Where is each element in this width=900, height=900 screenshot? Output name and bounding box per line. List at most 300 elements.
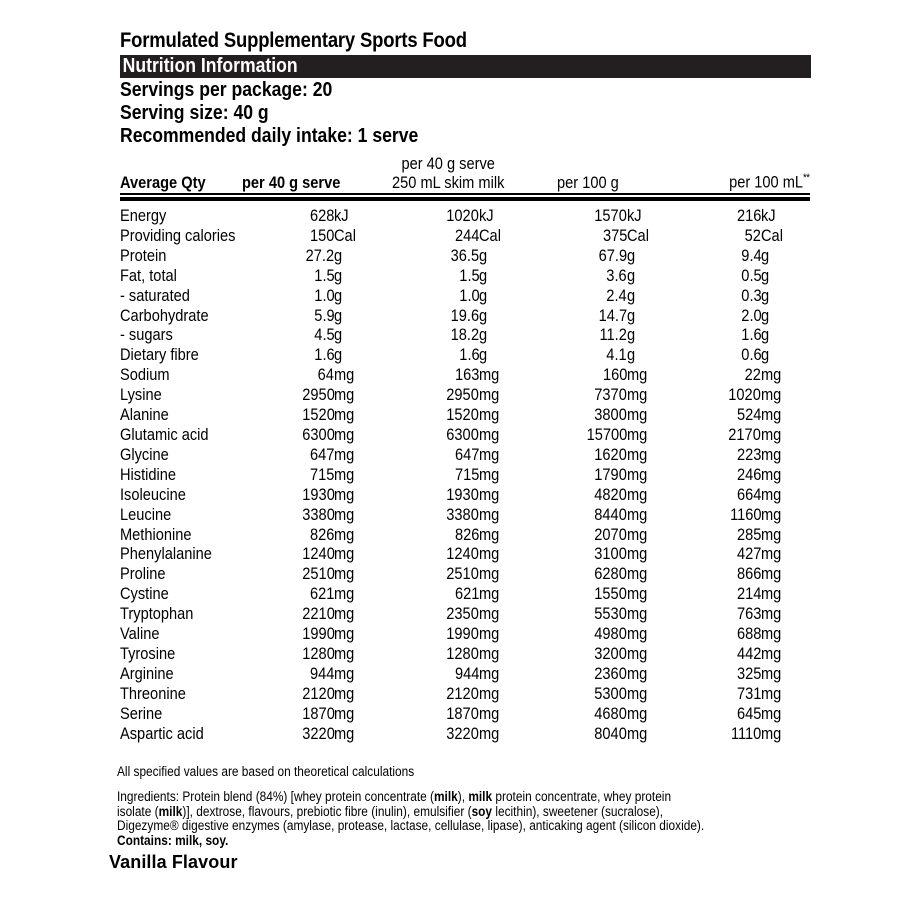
nutrient-unit-col1: g <box>334 325 343 345</box>
table-row <box>120 584 810 604</box>
column-header-per-40g-serve: per 40 g serve <box>242 173 341 192</box>
table-row <box>120 724 810 744</box>
nutrient-value-col1: 5.9 <box>314 305 335 325</box>
nutrient-unit-col3: mg <box>626 643 648 663</box>
nutrient-unit-col3: mg <box>626 524 648 544</box>
nutrient-value-col4: 0.3 <box>740 285 762 305</box>
nutrient-name: Histidine <box>120 464 177 484</box>
nutrient-value-col2: 1.5 <box>458 265 480 285</box>
nutrient-unit-col1: mg <box>334 385 355 405</box>
nutrient-unit-col4: mg <box>761 424 782 444</box>
nutrient-unit-col2: g <box>479 345 488 365</box>
nutrient-value-col4: 2170 <box>728 424 762 444</box>
nutrient-unit-col4: g <box>761 285 770 305</box>
nutrient-unit-col2: mg <box>479 604 500 624</box>
nutrient-value-col2: 1280 <box>446 643 480 663</box>
table-row <box>120 485 810 505</box>
table-row <box>120 405 810 425</box>
nutrient-unit-col1: mg <box>334 484 355 504</box>
nutrient-value-col1: 1.0 <box>314 285 335 305</box>
nutrient-unit-col4: mg <box>761 365 782 385</box>
nutrient-value-col2: 163 <box>454 365 480 385</box>
nutrient-value-col3: 6280 <box>594 564 627 584</box>
nutrient-unit-col4: mg <box>761 604 782 624</box>
theoretical-values-note-text: All specified values are based on theoretical calculations <box>117 764 415 779</box>
nutrient-name: Protein <box>120 245 167 265</box>
nutrient-value-col1: 1240 <box>301 544 335 564</box>
table-row <box>120 544 810 564</box>
flavour-label: Vanilla Flavour <box>109 852 238 872</box>
nutrient-name: Tryptophan <box>120 604 194 624</box>
allergen-milk: milk <box>158 803 183 819</box>
nutrient-value-col4: 442 <box>736 643 762 663</box>
nutrient-value-col2: 2950 <box>446 385 480 405</box>
nutrient-unit-col4: mg <box>761 484 782 504</box>
table-row <box>120 286 810 306</box>
nutrient-unit-col2: mg <box>479 385 500 405</box>
nutrient-value-col2: 826 <box>454 524 480 544</box>
nutrient-value-col4: 866 <box>736 564 762 584</box>
nutrient-name: Glutamic acid <box>120 424 209 444</box>
nutrient-name: Valine <box>120 624 160 644</box>
nutrient-unit-col4: g <box>761 245 770 265</box>
nutrient-value-col2: 2120 <box>446 683 480 703</box>
nutrient-unit-col4: g <box>761 345 770 365</box>
nutrient-unit-col3: g <box>626 305 636 325</box>
nutrient-value-col2: 715 <box>454 464 480 484</box>
nutrient-unit-col4: mg <box>761 663 782 683</box>
nutrient-unit-col1: mg <box>334 683 355 703</box>
nutrient-value-col3: 8440 <box>594 504 627 524</box>
nutrient-unit-col2: mg <box>479 584 500 604</box>
table-row <box>120 445 810 465</box>
column-header-per-100ml <box>730 169 810 192</box>
nutrient-unit-col4: mg <box>761 464 782 484</box>
nutrient-value-col4: 2.0 <box>740 305 762 325</box>
column-header-milk-line2: 250 mL skim milk <box>392 173 505 192</box>
nutrient-value-col2: 621 <box>454 584 480 604</box>
nutrient-unit-col1: mg <box>334 703 355 723</box>
nutrient-name: Providing calories <box>120 225 236 245</box>
nutrient-unit-col3: mg <box>626 385 648 405</box>
nutrient-value-col2: 3380 <box>446 504 480 524</box>
nutrition-table <box>120 206 810 743</box>
nutrient-value-col2: 1.6 <box>458 345 480 365</box>
nutrient-value-col3: 3200 <box>594 643 627 663</box>
nutrient-unit-col1: g <box>334 265 343 285</box>
nutrient-value-col2: 1020 <box>446 206 480 225</box>
nutrient-unit-col3: mg <box>626 464 648 484</box>
table-row <box>120 505 810 525</box>
nutrient-unit-col2: mg <box>479 424 500 444</box>
nutrient-value-col1: 2950 <box>301 385 335 405</box>
nutrient-value-col4: 524 <box>736 405 762 425</box>
table-row <box>120 246 810 266</box>
nutrient-unit-col2: mg <box>479 683 500 703</box>
nutrient-name: Threonine <box>120 683 186 703</box>
nutrient-unit-col2: g <box>479 325 488 345</box>
nutrient-value-col3: 2360 <box>594 663 627 683</box>
nutrient-unit-col2: mg <box>479 444 500 464</box>
nutrient-value-col2: 1.0 <box>458 285 480 305</box>
column-header-per-100ml-superscript: ** <box>803 172 810 185</box>
nutrient-unit-col3: mg <box>626 624 648 644</box>
nutrient-value-col4: 223 <box>736 444 762 464</box>
nutrient-value-col3: 2070 <box>594 524 627 544</box>
nutrient-unit-col4: mg <box>761 544 782 564</box>
recommended-daily-intake: Recommended daily intake: 1 serve <box>120 125 419 147</box>
nutrient-name: Arginine <box>120 663 174 683</box>
header-rule-thick <box>120 197 810 201</box>
nutrient-unit-col2: mg <box>479 504 500 524</box>
nutrient-unit-col4: mg <box>761 504 782 524</box>
nutrient-unit-col3: g <box>626 345 636 365</box>
nutrient-value-col4: 214 <box>736 584 762 604</box>
nutrient-unit-col3: mg <box>626 405 648 425</box>
nutrient-unit-col3: g <box>626 245 636 265</box>
nutrient-value-col4: 325 <box>736 663 762 683</box>
column-header-average-qty: Average Qty <box>120 173 206 192</box>
nutrient-unit-col2: mg <box>479 723 500 743</box>
nutrient-value-col2: 944 <box>454 663 480 683</box>
nutrient-unit-col1: mg <box>334 624 355 644</box>
label-header <box>120 28 810 148</box>
nutrient-value-col4: 1160 <box>729 504 762 524</box>
nutrient-name: Cystine <box>120 584 169 604</box>
nutrient-unit-col1: mg <box>334 564 355 584</box>
nutrient-value-col2: 6300 <box>446 424 480 444</box>
table-row <box>120 644 810 664</box>
nutrient-value-col3: 3.6 <box>606 265 627 285</box>
nutrient-unit-col4: mg <box>761 405 782 425</box>
nutrient-unit-col3: mg <box>626 504 648 524</box>
nutrient-unit-col3: Cal <box>626 225 649 245</box>
nutrition-information-title: Nutrition Information <box>122 55 298 77</box>
nutrient-value-col4: 22 <box>744 365 762 385</box>
allergen-milk: milk <box>468 789 493 804</box>
nutrient-name: - saturated <box>120 285 190 305</box>
nutrient-unit-col2: mg <box>479 464 500 484</box>
nutrient-name: - sugars <box>120 325 173 345</box>
nutrient-value-col2: 2510 <box>446 564 480 584</box>
table-row <box>120 226 810 246</box>
nutrient-value-col1: 150 <box>309 225 335 245</box>
nutrient-name: Fat, total <box>120 265 177 285</box>
nutrient-name: Phenylalanine <box>120 544 212 564</box>
nutrient-value-col3: 1620 <box>594 444 627 464</box>
nutrient-value-col3: 67.9 <box>598 245 627 265</box>
nutrient-unit-col1: mg <box>334 365 355 385</box>
nutrient-value-col1: 64 <box>318 365 335 385</box>
nutrient-unit-col2: mg <box>479 365 500 385</box>
contains-allergen-text: Contains: milk, soy. <box>117 833 229 848</box>
table-row <box>120 345 810 365</box>
nutrient-name: Tyrosine <box>120 643 176 663</box>
nutrient-unit-col4: g <box>761 325 770 345</box>
nutrient-value-col3: 375 <box>602 225 627 245</box>
nutrient-unit-col4: mg <box>761 643 782 663</box>
header-rule-thin <box>120 193 810 195</box>
nutrient-unit-col2: g <box>479 285 488 305</box>
nutrient-value-col1: 2510 <box>301 564 335 584</box>
nutrient-unit-col3: g <box>626 285 636 305</box>
table-row <box>120 425 810 445</box>
table-row <box>120 266 810 286</box>
nutrient-value-col2: 18.2 <box>450 325 480 345</box>
nutrient-unit-col4: Cal <box>761 225 784 245</box>
table-row <box>120 365 810 385</box>
nutrient-unit-col3: g <box>626 265 636 285</box>
table-row <box>120 465 810 485</box>
nutrient-unit-col3: mg <box>626 564 648 584</box>
nutrient-unit-col3: mg <box>626 663 648 683</box>
nutrient-value-col4: 246 <box>736 464 762 484</box>
nutrient-value-col4: 645 <box>736 703 762 723</box>
nutrient-value-col3: 14.7 <box>598 305 627 325</box>
nutrient-name: Serine <box>120 703 163 723</box>
nutrient-value-col4: 664 <box>736 484 762 504</box>
nutrient-value-col1: 944 <box>309 663 335 683</box>
nutrient-value-col3: 1550 <box>594 584 627 604</box>
nutrient-unit-col3: mg <box>626 604 648 624</box>
nutrient-value-col4: 285 <box>736 524 762 544</box>
nutrient-unit-col4: mg <box>761 584 782 604</box>
column-header-per-100ml-text: per 100 mL <box>729 173 804 192</box>
nutrient-value-col1: 628 <box>309 206 335 225</box>
nutrient-value-col2: 36.5 <box>450 245 480 265</box>
nutrient-unit-col4: g <box>761 265 770 285</box>
nutrient-unit-col2: mg <box>479 405 500 425</box>
nutrient-value-col4: 731 <box>736 683 762 703</box>
column-header-per-100g: per 100 g <box>557 173 619 192</box>
contains-allergen-statement <box>117 833 817 848</box>
nutrient-value-col3: 1790 <box>594 464 627 484</box>
nutrient-value-col1: 647 <box>309 444 335 464</box>
ingredients-line-2: isolate (milk)], dextrose, flavours, prebiotic fibre (inulin), emulsifier (soy lecithin), sweetener (sucralose), <box>117 803 664 819</box>
column-header-per-40g-serve-skim-milk <box>392 154 504 192</box>
nutrition-table-body <box>120 206 810 743</box>
nutrient-name: Isoleucine <box>120 484 186 504</box>
nutrient-value-col2: 3220 <box>446 723 480 743</box>
nutrient-value-col2: 19.6 <box>450 305 480 325</box>
nutrient-name: Aspartic acid <box>120 723 204 743</box>
allergen-soy: soy <box>471 803 493 819</box>
serving-size: Serving size: 40 g <box>120 102 269 124</box>
nutrient-unit-col2: g <box>479 305 488 325</box>
nutrient-name: Methionine <box>120 524 192 544</box>
nutrient-unit-col1: g <box>334 345 343 365</box>
nutrient-unit-col1: mg <box>334 584 355 604</box>
nutrient-unit-col3: mg <box>626 424 648 444</box>
nutrient-unit-col4: mg <box>761 385 782 405</box>
nutrient-unit-col1: mg <box>334 405 355 425</box>
nutrient-unit-col2: kJ <box>479 206 494 225</box>
nutrient-value-col4: 1.6 <box>740 325 762 345</box>
nutrient-value-col1: 1.6 <box>314 345 335 365</box>
nutrient-value-col4: 1110 <box>730 723 762 743</box>
nutrient-value-col3: 5530 <box>594 604 627 624</box>
nutrient-unit-col4: mg <box>761 723 782 743</box>
nutrient-unit-col1: mg <box>334 464 355 484</box>
nutrient-unit-col3: mg <box>626 723 648 743</box>
nutrient-value-col1: 3380 <box>301 504 335 524</box>
nutrient-value-col3: 7370 <box>594 385 627 405</box>
nutrient-unit-col1: mg <box>334 504 355 524</box>
nutrient-unit-col4: kJ <box>761 206 776 225</box>
nutrient-unit-col1: mg <box>334 604 355 624</box>
nutrient-value-col1: 715 <box>309 464 335 484</box>
nutrient-unit-col1: mg <box>334 663 355 683</box>
table-row <box>120 664 810 684</box>
nutrient-unit-col4: mg <box>761 564 782 584</box>
nutrient-unit-col1: Cal <box>334 225 357 245</box>
nutrient-name: Glycine <box>120 444 169 464</box>
nutrient-unit-col4: mg <box>761 624 782 644</box>
nutrient-unit-col3: mg <box>626 365 648 385</box>
nutrient-value-col1: 1.5 <box>314 265 335 285</box>
nutrient-name: Proline <box>120 564 166 584</box>
nutrient-value-col1: 3220 <box>301 723 335 743</box>
nutrient-value-col2: 2350 <box>446 604 480 624</box>
nutrient-unit-col1: mg <box>334 444 355 464</box>
nutrient-unit-col1: mg <box>334 723 355 743</box>
nutrient-value-col1: 1280 <box>301 643 335 663</box>
nutrient-value-col1: 1930 <box>301 484 335 504</box>
nutrient-unit-col3: mg <box>626 544 648 564</box>
nutrient-unit-col2: mg <box>479 624 500 644</box>
table-row <box>120 624 810 644</box>
nutrient-value-col1: 826 <box>309 524 335 544</box>
nutrient-unit-col1: g <box>334 305 343 325</box>
nutrient-unit-col1: mg <box>334 544 355 564</box>
nutrient-name: Dietary fibre <box>120 345 199 365</box>
nutrient-unit-col1: kJ <box>334 206 349 225</box>
servings-per-package: Servings per package: 20 <box>120 79 333 101</box>
nutrient-value-col3: 3100 <box>594 544 627 564</box>
nutrient-value-col1: 27.2 <box>305 245 335 265</box>
column-header-milk-line1: per 40 g serve <box>401 154 495 173</box>
nutrient-value-col4: 216 <box>736 206 762 225</box>
nutrient-value-col4: 763 <box>736 604 762 624</box>
nutrient-unit-col4: mg <box>761 524 782 544</box>
nutrient-unit-col3: mg <box>626 484 648 504</box>
nutrient-value-col4: 0.5 <box>740 265 762 285</box>
nutrient-value-col2: 1520 <box>446 405 480 425</box>
nutrition-information-bar <box>120 55 811 78</box>
nutrient-name: Carbohydrate <box>120 305 209 325</box>
nutrient-value-col3: 2.4 <box>606 285 627 305</box>
nutrient-value-col4: 427 <box>736 544 762 564</box>
nutrient-value-col4: 1020 <box>728 385 762 405</box>
nutrient-unit-col2: Cal <box>479 225 502 245</box>
nutrient-unit-col3: kJ <box>626 206 642 225</box>
table-row <box>120 525 810 545</box>
nutrient-unit-col1: g <box>334 245 343 265</box>
nutrient-value-col4: 9.4 <box>740 245 762 265</box>
nutrient-unit-col2: mg <box>479 703 500 723</box>
table-row <box>120 306 810 326</box>
nutrient-unit-col2: mg <box>479 544 500 564</box>
nutrient-value-col3: 4.1 <box>606 345 627 365</box>
nutrient-unit-col1: mg <box>334 524 355 544</box>
nutrient-value-col1: 2210 <box>301 604 335 624</box>
nutrient-value-col1: 2120 <box>301 683 335 703</box>
nutrient-value-col4: 688 <box>736 624 762 644</box>
nutrient-unit-col3: mg <box>626 703 648 723</box>
product-category-title: Formulated Supplementary Sports Food <box>120 29 467 52</box>
nutrient-name: Lysine <box>120 385 162 405</box>
nutrient-value-col2: 1930 <box>446 484 480 504</box>
nutrient-value-col3: 1570 <box>594 206 627 225</box>
nutrient-name: Leucine <box>120 504 172 524</box>
table-column-headers <box>120 150 810 192</box>
nutrient-value-col1: 6300 <box>301 424 335 444</box>
nutrient-name: Sodium <box>120 365 170 385</box>
nutrient-unit-col2: g <box>479 245 488 265</box>
nutrient-unit-col4: mg <box>761 444 782 464</box>
nutrient-unit-col1: g <box>334 285 343 305</box>
nutrient-value-col2: 1240 <box>446 544 480 564</box>
nutrient-unit-col2: g <box>479 265 488 285</box>
table-row <box>120 684 810 704</box>
nutrient-value-col2: 244 <box>454 225 480 245</box>
nutrient-value-col2: 1990 <box>446 624 480 644</box>
nutrient-value-col3: 160 <box>602 365 627 385</box>
ingredients-statement <box>117 790 817 834</box>
nutrient-unit-col3: g <box>626 325 636 345</box>
nutrient-unit-col2: mg <box>479 484 500 504</box>
nutrient-unit-col3: mg <box>626 444 648 464</box>
nutrient-value-col1: 621 <box>309 584 335 604</box>
table-row <box>120 206 810 226</box>
nutrient-unit-col4: mg <box>761 703 782 723</box>
nutrient-value-col3: 8040 <box>594 723 627 743</box>
nutrient-value-col1: 4.5 <box>314 325 335 345</box>
table-row <box>120 385 810 405</box>
nutrient-unit-col4: mg <box>761 683 782 703</box>
nutrient-value-col1: 1990 <box>301 624 335 644</box>
nutrient-value-col3: 3800 <box>594 405 627 425</box>
ingredients-line-3: Digezyme® digestive enzymes (amylase, protease, lactase, cellulase, lipase), anticaking agent (silicon dioxide). <box>117 818 705 834</box>
nutrient-value-col2: 647 <box>454 444 480 464</box>
allergen-milk: milk <box>433 789 458 804</box>
nutrient-value-col3: 5300 <box>594 683 627 703</box>
nutrient-unit-col2: mg <box>479 663 500 683</box>
ingredients-line-1: Ingredients: Protein blend (84%) [whey protein concentrate (milk), milk protein concentrate, whey protein <box>117 789 672 804</box>
nutrient-value-col4: 0.6 <box>740 345 762 365</box>
nutrient-name: Alanine <box>120 405 169 425</box>
table-row <box>120 704 810 724</box>
table-row <box>120 325 810 345</box>
nutrient-unit-col3: mg <box>626 683 648 703</box>
table-row <box>120 604 810 624</box>
nutrient-unit-col4: g <box>761 305 770 325</box>
nutrient-value-col1: 1870 <box>301 703 335 723</box>
nutrient-unit-col2: mg <box>479 564 500 584</box>
nutrient-name: Energy <box>120 206 167 225</box>
nutrient-value-col4: 52 <box>744 225 762 245</box>
nutrient-value-col3: 4820 <box>594 484 627 504</box>
nutrient-value-col3: 4980 <box>594 624 627 644</box>
nutrient-unit-col2: mg <box>479 524 500 544</box>
nutrient-value-col1: 1520 <box>301 405 335 425</box>
nutrient-unit-col1: mg <box>334 424 355 444</box>
table-row <box>120 564 810 584</box>
nutrient-unit-col2: mg <box>479 643 500 663</box>
nutrient-value-col3: 11.2 <box>599 325 627 345</box>
nutrient-unit-col3: mg <box>626 584 648 604</box>
nutrient-value-col3: 15700 <box>586 424 627 444</box>
